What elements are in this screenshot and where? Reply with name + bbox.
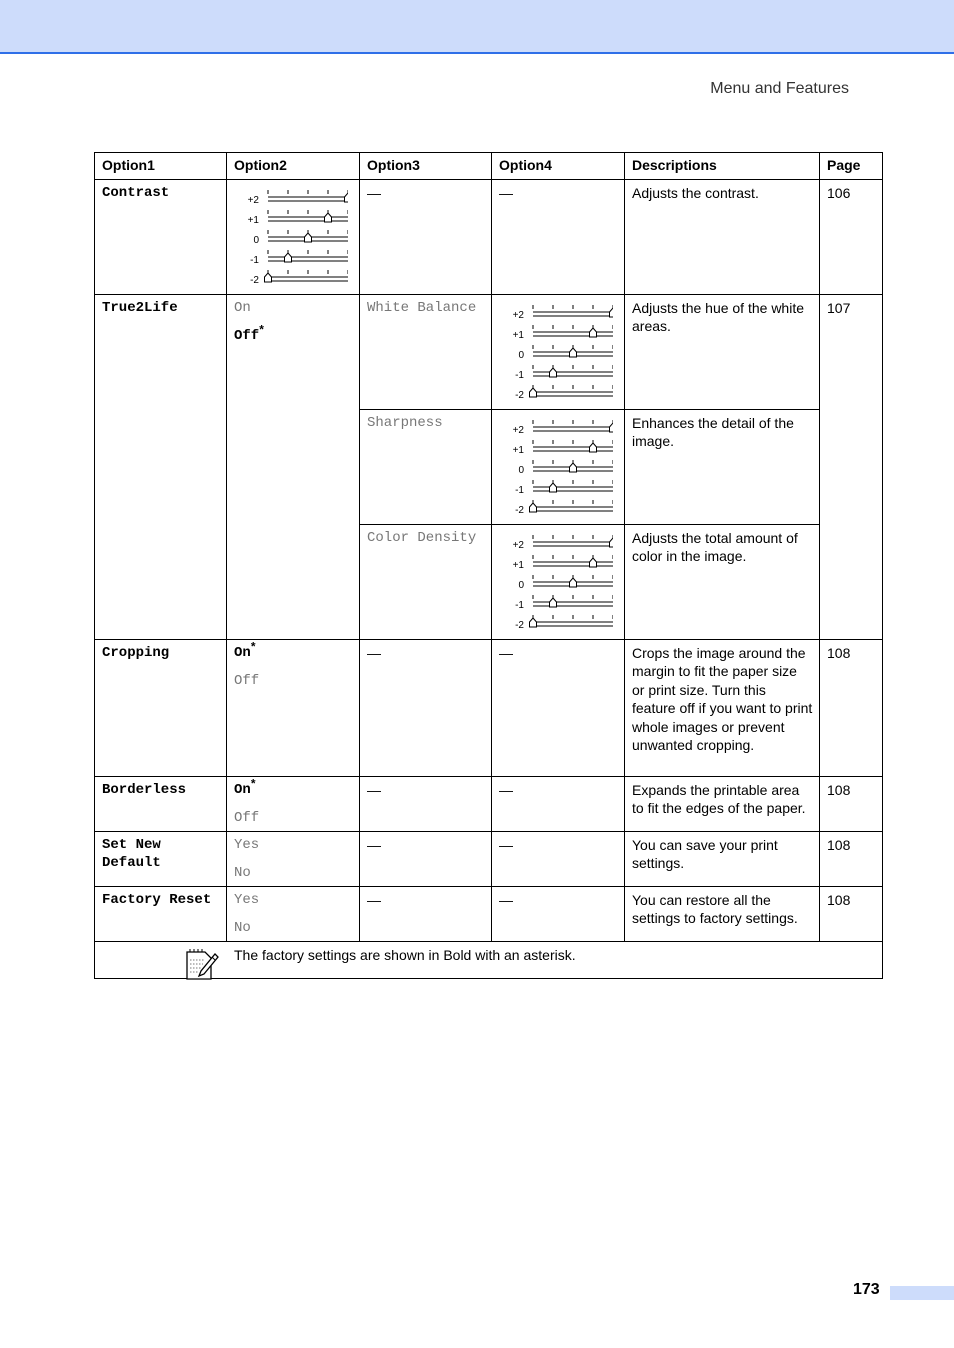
- option-no: No: [234, 919, 251, 936]
- option1-set-new-default: Set New Default: [95, 831, 227, 886]
- page-ref: 108: [820, 776, 883, 831]
- option-yes: Yes: [234, 836, 260, 853]
- option-off: Off: [234, 672, 260, 689]
- slider-level-label: +1: [247, 214, 259, 226]
- description: Expands the printable area to fit the edges of the paper.: [625, 776, 820, 831]
- option4-cell: [492, 179, 625, 294]
- page-ref: 106: [820, 179, 883, 294]
- option2-contrast-slider: [227, 179, 360, 294]
- option3-cell: [360, 179, 492, 294]
- column-header: Page: [820, 153, 883, 180]
- option2-cell: [227, 639, 360, 776]
- option1-true2life: True2Life: [95, 294, 227, 639]
- column-header: Option2: [227, 153, 360, 180]
- note-cell: [95, 941, 883, 978]
- level-slider-icon: [238, 189, 348, 289]
- description: You can save your print settings.: [625, 831, 820, 886]
- table-row: [95, 886, 883, 941]
- slider-level-label: 0: [518, 349, 524, 361]
- asterisk: *: [250, 638, 256, 653]
- slider-level-label: 0: [518, 579, 524, 591]
- option-on-default: [234, 775, 353, 799]
- slider-level-label: +1: [512, 559, 524, 571]
- slider-level-label: -2: [515, 504, 524, 516]
- table-row: [95, 639, 883, 776]
- slider-level-label: -1: [515, 599, 524, 611]
- option1-borderless: Borderless: [95, 776, 227, 831]
- slider-level-label: 0: [518, 464, 524, 476]
- option-yes: Yes: [234, 891, 260, 908]
- option-label: On: [234, 644, 251, 661]
- asterisk: *: [250, 775, 256, 790]
- slider-level-label: +1: [512, 329, 524, 341]
- dash: —: [499, 781, 513, 798]
- slider-level-label: -2: [515, 619, 524, 631]
- dash: —: [499, 836, 513, 853]
- option3-cell: [360, 886, 492, 941]
- option3-cell: [360, 639, 492, 776]
- column-header: Option4: [492, 153, 625, 180]
- note-text: The factory settings are shown in Bold with an asterisk.: [234, 946, 576, 963]
- description: Enhances the detail of the image.: [625, 409, 820, 524]
- slider-level-label: +1: [512, 444, 524, 456]
- table-row: [95, 831, 883, 886]
- description: Crops the image around the margin to fit the paper size or print size. Turn this feature off if you want to print whole images or prevent unwanted cropping.: [625, 639, 820, 776]
- asterisk: *: [259, 321, 264, 336]
- option2-cell: [227, 294, 360, 639]
- page-ref: 108: [820, 886, 883, 941]
- slider-level-label: -1: [515, 484, 524, 496]
- page-ref: 107: [820, 294, 883, 639]
- slider-level-label: -1: [250, 254, 259, 266]
- option3-cell: [360, 831, 492, 886]
- description: Adjusts the contrast.: [625, 179, 820, 294]
- option4-slider: [492, 524, 625, 639]
- level-slider-icon: [503, 419, 613, 519]
- table-row: [95, 294, 883, 409]
- dash: —: [499, 644, 513, 661]
- header-band: [0, 0, 954, 54]
- option1-contrast: Contrast: [95, 179, 227, 294]
- option-off-default: [234, 321, 353, 345]
- option-no: No: [234, 864, 251, 881]
- slider-level-label: +2: [512, 309, 524, 321]
- option4-cell: [492, 831, 625, 886]
- slider-level-label: -1: [515, 369, 524, 381]
- option-on-default: [234, 638, 353, 662]
- option3-cell: [360, 776, 492, 831]
- slider-level-label: -2: [250, 274, 259, 286]
- option2-cell: [227, 886, 360, 941]
- slider-level-label: 0: [253, 234, 259, 246]
- dash: —: [367, 781, 381, 798]
- dash: —: [367, 644, 381, 661]
- dash: —: [499, 184, 513, 201]
- description: Adjusts the total amount of color in the image.: [625, 524, 820, 639]
- option4-cell: [492, 639, 625, 776]
- page-number: 173: [853, 1281, 880, 1298]
- slider-level-label: -2: [515, 389, 524, 401]
- level-slider-icon: [503, 304, 613, 404]
- dash: —: [499, 891, 513, 908]
- option1-factory-reset: Factory Reset: [95, 886, 227, 941]
- note: [95, 942, 882, 978]
- description: Adjusts the hue of the white areas.: [625, 294, 820, 409]
- column-header: Option3: [360, 153, 492, 180]
- dash: —: [367, 184, 381, 201]
- slider-level-label: +2: [512, 539, 524, 551]
- slider-level-label: +2: [512, 424, 524, 436]
- option3-white-balance: White Balance: [360, 294, 492, 409]
- option-on: On: [234, 299, 251, 316]
- slider-level-label: +2: [247, 194, 259, 206]
- dash: —: [367, 891, 381, 908]
- option4-cell: [492, 776, 625, 831]
- option4-cell: [492, 886, 625, 941]
- option4-slider: [492, 409, 625, 524]
- option3-sharpness: Sharpness: [360, 409, 492, 524]
- note-pencil-icon: [185, 948, 219, 982]
- option3-color-density: Color Density: [360, 524, 492, 639]
- level-slider-icon: [503, 534, 613, 634]
- column-header: Option1: [95, 153, 227, 180]
- page-ref: 108: [820, 639, 883, 776]
- description: You can restore all the settings to factory settings.: [625, 886, 820, 941]
- column-header: Descriptions: [625, 153, 820, 180]
- dash: —: [367, 836, 381, 853]
- option2-cell: [227, 831, 360, 886]
- option-label: On: [234, 781, 251, 798]
- footer-band: [890, 1286, 954, 1300]
- option4-slider: [492, 294, 625, 409]
- option-label: Off: [234, 327, 260, 344]
- table-row: [95, 179, 883, 294]
- page-ref: 108: [820, 831, 883, 886]
- option2-cell: [227, 776, 360, 831]
- option1-cropping: Cropping: [95, 639, 227, 776]
- table-header-row: [95, 153, 883, 180]
- table-row: [95, 776, 883, 831]
- note-row: [95, 941, 883, 978]
- section-title: Menu and Features: [710, 80, 849, 97]
- option-off: Off: [234, 809, 260, 826]
- settings-table: [94, 152, 883, 979]
